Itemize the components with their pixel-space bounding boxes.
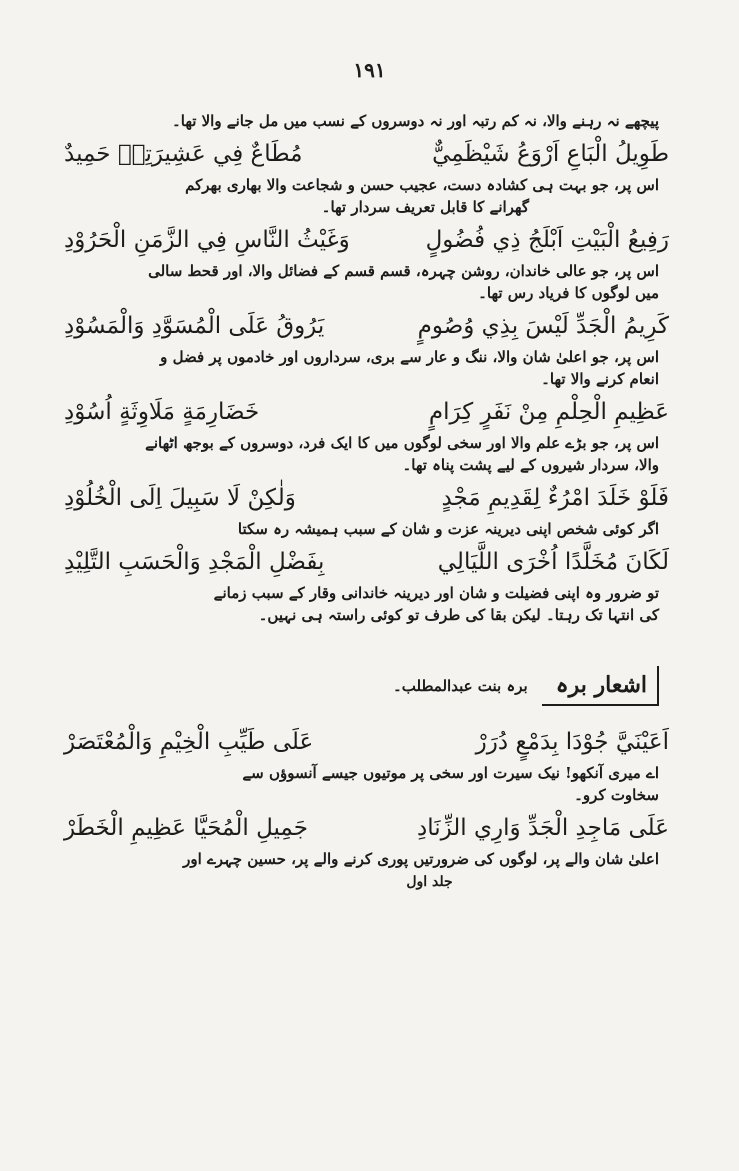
prose-line: پیچھے نہ رہنے والا، نہ کم رتبہ اور نہ دوسروں کے نسب میں مل جانے والا تھا۔ (171, 112, 659, 130)
verse-line (60, 138, 679, 170)
verse-line (60, 726, 679, 758)
prose-line: اے میری آنکھو! نیک سیرت اور سخی پر موتیوں جیسے آنسوؤں سے (242, 764, 659, 782)
section-3 (60, 260, 679, 342)
verse-hemistich-first: رَفِيعُ الْبَيْتِ اَبْلَجُ ذِي فُضُولٍ (425, 227, 669, 253)
prose-line: اس پر، جو بہت ہی کشادہ دست، عجیب حسن و شجاعت والا بھاری بھرکم (185, 176, 659, 194)
verse-hemistich-second: عَلَى طَيِّبِ الْخِيْمِ وَالْمُعْتَصَرْ (64, 729, 314, 755)
verse-hemistich-first: لَكَانَ مُخَلَّدًا اُخْرَى اللَّيَالِي (437, 549, 669, 575)
verse-hemistich-first: طَوِيلُ الْبَاعِ اَرْوَعُ شَيْظَمِيٌّ (432, 141, 669, 167)
verse-hemistich-first: اَعَيْنَيَّ جُوْدَا بِدَمْعٍ دُرَرْ (475, 729, 669, 755)
prose-line: گھرانے کا قابل تعریف سردار تھا۔ (321, 198, 529, 216)
prose-line: اعلیٰ شان والے پر، لوگوں کی ضرورتیں پوری کرنے والے پر، حسین چہرے اور (183, 850, 659, 868)
verse-hemistich-first: عَلَى مَاجِدِ الْجَدِّ وَارِي الزِّنَادِ (416, 815, 669, 841)
poem-title: اشعار برہ (542, 666, 659, 706)
verse-hemistich-first: كَرِيمُ الْجَدِّ لَيْسَ بِذِي وُصُومٍ (417, 313, 669, 339)
verse-hemistich-second: وَلٰكِنْ لَا سَبِيلَ اِلَى الْخُلُوْدِ (64, 485, 296, 511)
prose-line: اس پر، جو عالی خاندان، روشن چہرہ، قسم قسم کے فضائل والا، اور قحط سالی (148, 262, 659, 280)
prose-line: اس پر، جو بڑے علم والا اور سخی لوگوں میں کا ایک فرد، دوسروں کے بوجھ اٹھانے (145, 434, 659, 452)
verse-line (60, 546, 679, 578)
section-8 (60, 726, 679, 806)
verse-line (60, 224, 679, 256)
verse-line (60, 396, 679, 428)
prose-line: تو ضرور وہ اپنی فضیلت و شان اور دیرینہ خاندانی وقار کے سبب زمانے (213, 584, 659, 602)
verse-hemistich-second: يَرُوقُ عَلَى الْمُسَوَّدِ وَالْمَسُوْدِ (64, 313, 325, 339)
poem-subtitle: برہ بنت عبدالمطلب۔ (393, 677, 528, 695)
section-7 (60, 582, 679, 626)
verse-hemistich-second: وَغَيْثُ النَّاسِ فِي الزَّمَنِ الْحَرُوْدِ (64, 227, 350, 253)
verse-line (60, 812, 679, 844)
section-2 (60, 174, 679, 256)
verse-hemistich-second: جَمِيلِ الْمُحَيَّا عَظِيمِ الْخَطَرْ (64, 815, 308, 841)
poem-heading (60, 666, 679, 706)
prose-line: والا، سردار شیروں کے لیے پشت پناہ تھا۔ (402, 456, 659, 474)
prose-line: اگر کوئی شخص اپنی دیرینہ عزت و شان کے سبب ہمیشہ رہ سکتا (237, 520, 659, 538)
section-9 (60, 812, 679, 870)
section-5 (60, 432, 679, 514)
verse-line (60, 482, 679, 514)
prose-line: میں لوگوں کا فریاد رس تھا۔ (478, 284, 659, 302)
verse-hemistich-second: مُطَاعٌ فِي عَشِيرَتِهٖ حَمِيدٌ (64, 141, 303, 167)
section-6 (60, 518, 679, 578)
section-1 (60, 110, 679, 170)
page-number: ۱۹۱ (353, 58, 386, 82)
prose-line: اس پر، جو اعلیٰ شان والا، ننگ و عار سے بری، سرداروں اور خادموں پر فضل و (160, 348, 659, 366)
prose-line: انعام کرنے والا تھا۔ (541, 370, 659, 388)
verse-hemistich-second: خَضَارِمَةٍ مَلَاوِثَةٍ اُسُوْدِ (64, 399, 260, 425)
verse-hemistich-first: عَظِيمِ الْحِلْمِ مِنْ نَفَرٍ كِرَامٍ (428, 399, 669, 425)
volume-footer: جلد اول (406, 874, 453, 890)
prose-line: کی انتہا تک رہتا۔ لیکن بقا کی طرف تو کوئی راستہ ہی نہیں۔ (258, 606, 659, 624)
prose-line: سخاوت کرو۔ (574, 786, 659, 804)
section-4 (60, 346, 679, 428)
verse-hemistich-second: بِفَضْلِ الْمَجْدِ وَالْحَسَبِ التَّلِيْدِ (64, 549, 325, 575)
verse-hemistich-first: فَلَوْ خَلَدَ امْرُءٌ لِقَدِيمِ مَجْدٍ (441, 485, 669, 511)
verse-line (60, 310, 679, 342)
